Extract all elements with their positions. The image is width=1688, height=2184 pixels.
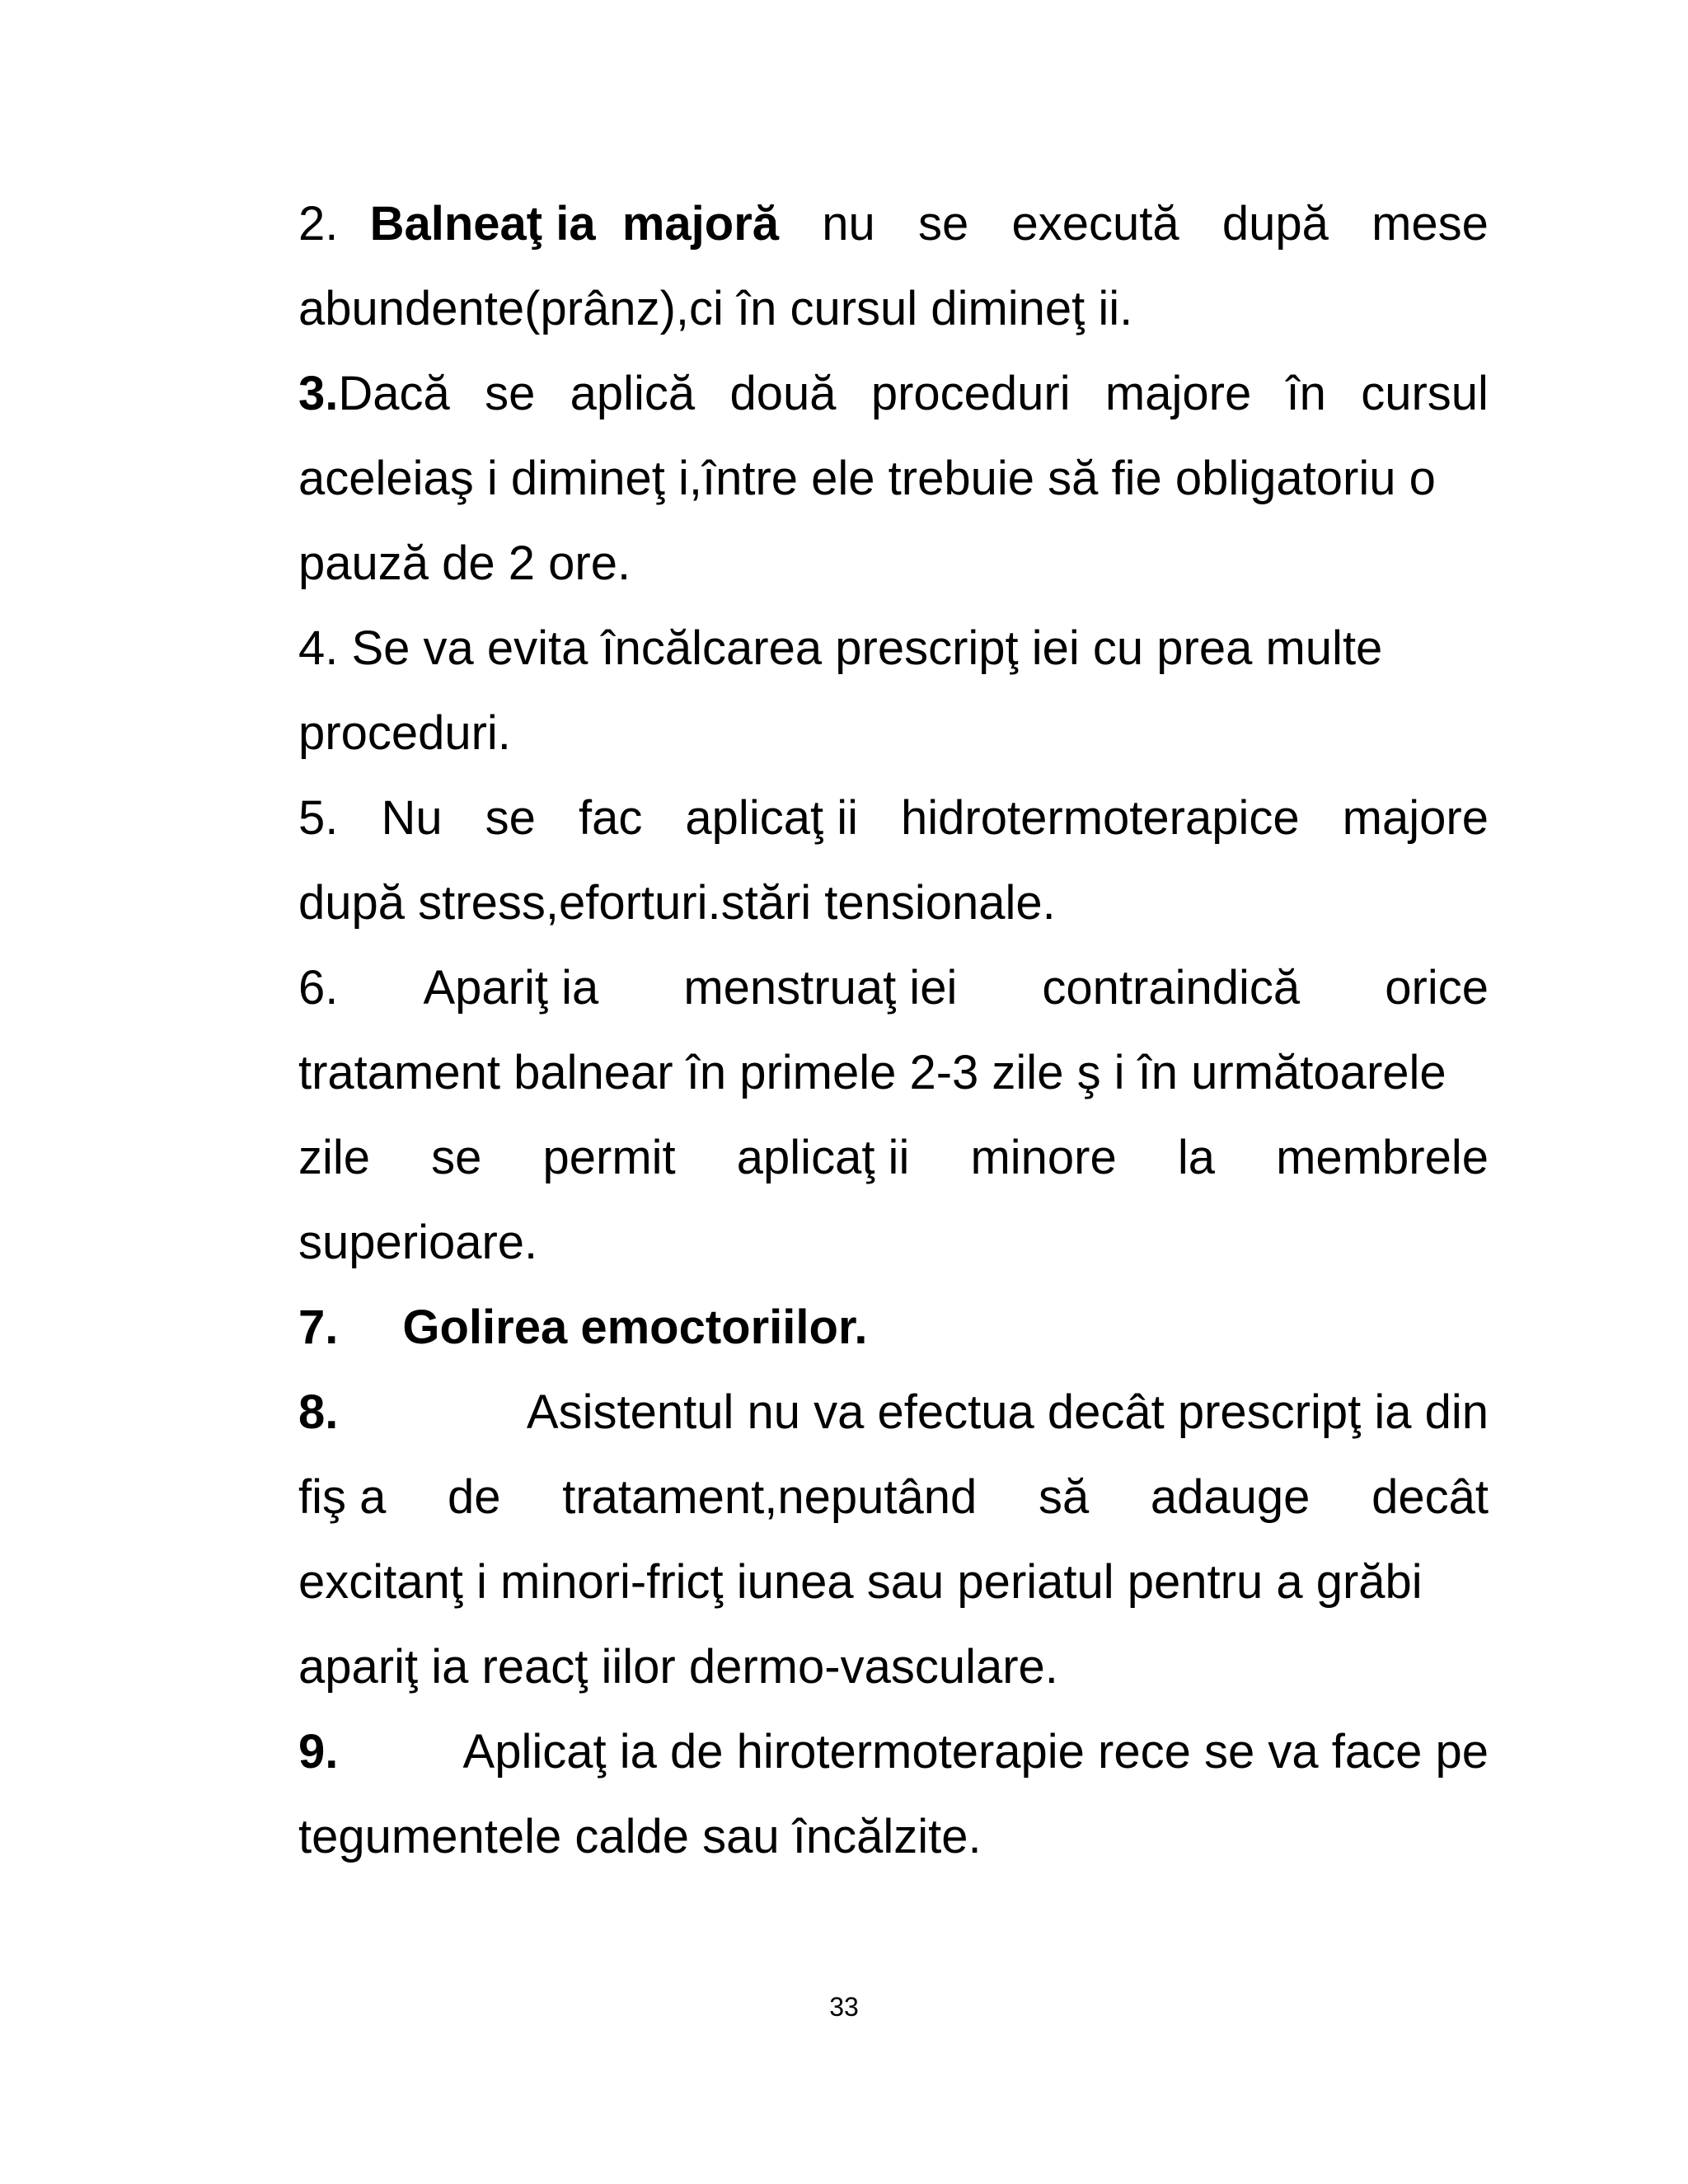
paragraph-line: tegumentele calde sau încălzite. xyxy=(298,1810,982,1863)
text-word: cursul xyxy=(1361,367,1489,420)
item-number: 2. xyxy=(298,197,339,251)
paragraph-line: excitanţ i minori-fricţ iunea sau periatul pentru a grăbi xyxy=(298,1555,1423,1609)
text-word: mese xyxy=(1372,197,1489,251)
paragraph-line: aceleiaş i dimineţ i,între ele trebuie să fie obligatoriu o xyxy=(298,452,1436,505)
item-number: 7. xyxy=(298,1301,339,1354)
item-number: 5. xyxy=(298,791,339,845)
text-word: membrele xyxy=(1276,1131,1489,1184)
text-word: se xyxy=(485,367,536,420)
paragraph-line: tratament balnear în primele 2-3 zile ş i în următoarele xyxy=(298,1046,1447,1099)
text-word: Asistentul nu va efectua decât prescripţ ia din xyxy=(526,1385,1489,1439)
text-word: se xyxy=(917,197,969,251)
text-word: tratament,neputând xyxy=(562,1470,978,1524)
text-word: fac xyxy=(578,791,643,845)
text-word: după xyxy=(1221,197,1329,251)
item-number: 9. xyxy=(298,1725,339,1779)
text-word: nu xyxy=(822,197,875,251)
text-word: contraindică xyxy=(1042,961,1301,1015)
item-number: 3. xyxy=(298,367,339,420)
text-word: minore xyxy=(970,1131,1117,1184)
paragraph-line xyxy=(298,361,1489,427)
paragraph-line xyxy=(298,785,1489,851)
text-word: se xyxy=(431,1131,482,1184)
text-word: se xyxy=(485,791,536,845)
text-word: Apariţ ia xyxy=(423,961,599,1015)
paragraph-line xyxy=(298,1465,1489,1530)
text-word: la xyxy=(1177,1131,1215,1184)
text-word: aplică xyxy=(570,367,696,420)
paragraph-line xyxy=(298,191,1489,257)
page-number: 33 xyxy=(829,1992,859,2022)
text-word: două xyxy=(729,367,837,420)
paragraph-line: după stress,eforturi.stări tensionale. xyxy=(298,876,1056,930)
bold-list-item xyxy=(298,1295,1489,1361)
text-word: menstruaţ iei xyxy=(683,961,958,1015)
paragraph-line: proceduri. xyxy=(298,706,511,760)
text-word: majore xyxy=(1342,791,1489,845)
paragraph-line xyxy=(298,1719,1489,1785)
text-word: orice xyxy=(1385,961,1489,1015)
text-word: proceduri xyxy=(870,367,1071,420)
text-word: Nu xyxy=(381,791,443,845)
item-number: 8. xyxy=(298,1385,339,1439)
text-word: majore xyxy=(1104,367,1252,420)
paragraph-line: apariţ ia reacţ iilor dermo-vasculare. xyxy=(298,1640,1058,1694)
paragraph-line xyxy=(298,955,1489,1021)
text-word: permit xyxy=(542,1131,676,1184)
text-word: Dacă xyxy=(338,367,450,420)
text-word: să xyxy=(1038,1470,1090,1524)
text-word: de xyxy=(448,1470,501,1524)
item-number: 6. xyxy=(298,961,339,1015)
text-word: execută xyxy=(1011,197,1179,251)
text-word: fiş a xyxy=(298,1470,387,1524)
text-word: adauge xyxy=(1150,1470,1311,1524)
bold-term: Balneaţ ia majoră xyxy=(369,197,780,251)
text-word: aplicaţ ii xyxy=(685,791,858,845)
bold-term: Golirea emoctoriilor. xyxy=(402,1301,868,1354)
text-word: zile xyxy=(298,1131,371,1184)
paragraph-line: superioare. xyxy=(298,1216,538,1269)
paragraph-line: 4. Se va evita încălcarea prescripţ iei cu prea multe xyxy=(298,621,1383,675)
text-word: aplicaţ ii xyxy=(736,1131,910,1184)
text-word: Aplicaţ ia de hirotermoterapie rece se va face pe xyxy=(462,1725,1489,1779)
text-word: decât xyxy=(1372,1470,1489,1524)
text-word: în xyxy=(1286,367,1326,420)
paragraph-line xyxy=(298,1380,1489,1446)
text-word: hidrotermoterapice xyxy=(901,791,1300,845)
paragraph-line xyxy=(298,1125,1489,1191)
paragraph-line: pauză de 2 ore. xyxy=(298,537,631,590)
paragraph-line: abundente(prânz),ci în cursul dimineţ ii. xyxy=(298,282,1133,335)
